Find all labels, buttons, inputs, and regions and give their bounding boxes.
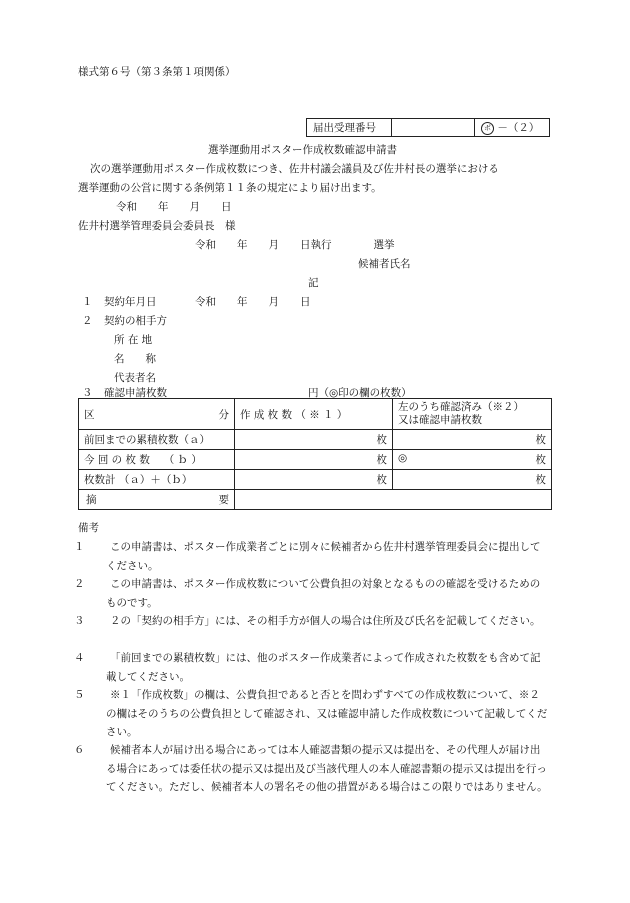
header-confirmed-line2: 又は確認申請枚数	[398, 414, 482, 426]
form-label: 様式第６号（第３条第１項関係）	[78, 66, 236, 78]
receipt-code-suffix: －（２）	[497, 122, 540, 134]
item3-unit: 円（◎印の欄の枚数）	[308, 387, 412, 399]
header-category	[79, 399, 235, 430]
addressee: 佐井村選挙管理委員会委員長 様	[78, 220, 236, 232]
created-count-cell[interactable]: 枚	[235, 450, 393, 470]
intro-line-1: 次の選挙運動用ポスター作成枚数につき、佐井村議会議員及び佐井村長の選挙における	[90, 163, 499, 175]
confirmed-count-cell[interactable]: 枚	[393, 470, 552, 490]
note-item: ４ 「前回までの累積枚数」には、他のポスター作成業者によって作成された枚数をも含めて記載してください。	[74, 652, 541, 683]
notes-heading: 備考	[78, 522, 99, 534]
note-item: １ この申請書は、ポスター作成業者ごとに別々に候補者から佐井村選挙管理委員会に提出してください。	[74, 541, 541, 572]
item3-num: ３	[82, 387, 93, 399]
representative-label: 代表者名	[114, 372, 156, 384]
header-confirmed-count	[393, 399, 552, 430]
election-line: 令和 年 月 日執行 選挙	[195, 239, 395, 251]
created-count-cell[interactable]: 枚	[235, 470, 393, 490]
contract-date: 令和 年 月 日	[195, 296, 311, 308]
item2-label: 契約の相手方	[104, 315, 167, 327]
remarks-cell[interactable]	[235, 490, 552, 510]
header-category-a: 区	[84, 408, 95, 421]
item1-label: 契約年月日	[104, 296, 157, 308]
note-item: ２ この申請書は、ポスター作成枚数について公費負担の対象となるものの確認を受けるためのものです。	[74, 578, 541, 609]
receipt-value[interactable]	[392, 119, 475, 137]
row-label: 前回までの累積枚数（ａ）	[79, 430, 235, 450]
remarks-label: 摘 要	[79, 490, 235, 510]
document-title: 選挙運動用ポスター作成枚数確認申請書	[208, 144, 397, 156]
confirmed-count-cell[interactable]: ◎ 枚	[393, 450, 552, 470]
receipt-table	[306, 118, 550, 137]
receipt-label: 届出受理番号	[307, 119, 392, 137]
item2-num: ２	[82, 315, 93, 327]
confirmed-count-cell[interactable]: 枚	[393, 430, 552, 450]
receipt-code	[475, 119, 550, 137]
count-table	[78, 398, 552, 510]
company-name-label: 名 称	[114, 353, 156, 365]
submission-date: 令和 年 月 日	[116, 201, 232, 213]
note-item: ５ ※１「作成枚数」の欄は、公費負担であると否とを問わずすべての作成枚数について、※２の欄はそのうちの公費負担として確認され、又は確認申請した作成枚数について記載してください。	[74, 689, 548, 738]
note-item: ３ ２の「契約の相手方」には、その相手方が個人の場合は住所及び氏名を記載してください。	[74, 615, 541, 627]
row-label: 今 回 の 枚 数 （ ｂ ）	[79, 450, 235, 470]
header-category-b: 分	[218, 408, 229, 421]
ki-label: 記	[308, 277, 319, 289]
created-count-cell[interactable]: 枚	[235, 430, 393, 450]
double-circle-mark: ◎	[398, 452, 408, 464]
item1-num: １	[82, 296, 93, 308]
row-label: 枚数計 （ａ）＋（ｂ）	[79, 470, 235, 490]
table-row	[79, 470, 552, 490]
remarks-row	[79, 490, 552, 510]
po-mark: ポ	[481, 122, 494, 135]
item3-label: 確認申請枚数	[104, 387, 167, 399]
header-created-count: 作 成 枚 数 （ ※ １ ）	[235, 399, 393, 430]
address-label: 所 在 地	[114, 334, 153, 346]
table-row	[79, 430, 552, 450]
intro-line-2: 選挙運動の公営に関する条例第１１条の規定により届け出ます。	[78, 182, 382, 194]
table-row	[79, 450, 552, 470]
candidate-name-label: 候補者氏名	[358, 258, 411, 270]
header-confirmed-line1: 左のうち確認済み（※２）	[398, 401, 524, 413]
table-header-row	[79, 399, 552, 430]
note-item: ６ 候補者本人が届け出る場合にあっては本人確認書類の提示又は提出を、その代理人が届け出る場合にあっては委任状の提示又は提出及び当該代理人の本人確認書類の提示又は提出を行ってください。ただし、候補者本人の署名その他の措置がある場合はこの限りではありません。	[74, 744, 548, 793]
